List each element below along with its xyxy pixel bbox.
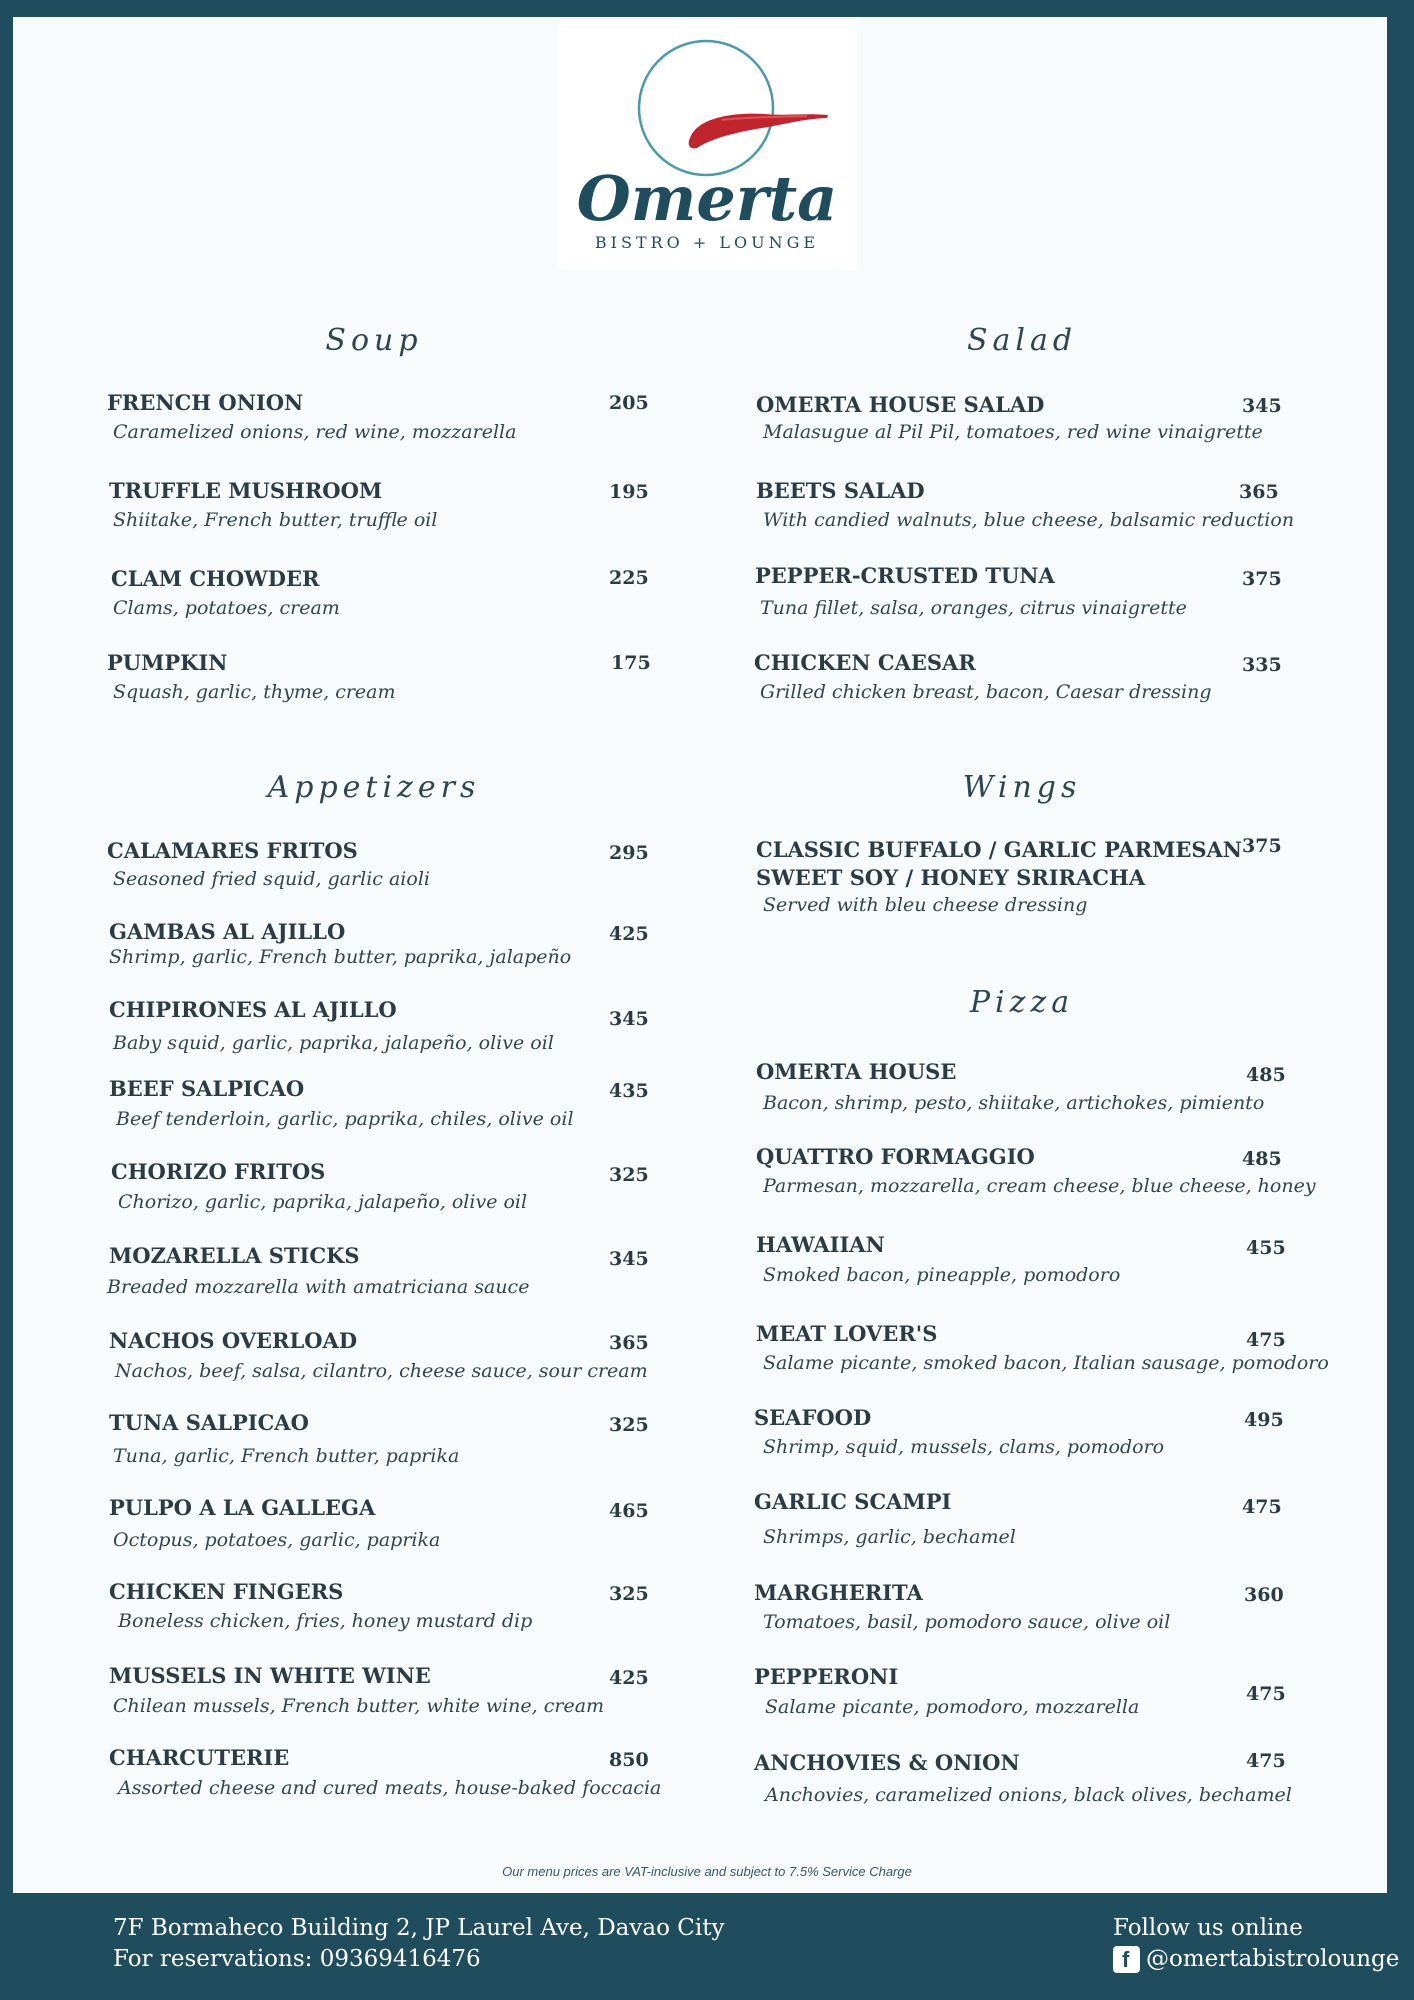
item-price: 375	[1242, 568, 1282, 590]
item-description: Octopus, potatoes, garlic, paprika	[113, 1529, 441, 1551]
item-description: Shrimp, squid, mussels, clams, pomodoro	[763, 1436, 1165, 1458]
item-description: Tuna fillet, salsa, oranges, citrus vinaigrette	[760, 597, 1187, 619]
item-name: CLASSIC BUFFALO / GARLIC PARMESAN	[756, 837, 1242, 862]
item-name: MARGHERITA	[754, 1580, 923, 1605]
item-name: QUATTRO FORMAGGIO	[756, 1144, 1035, 1169]
item-description: Clams, potatoes, cream	[113, 597, 340, 619]
item-description: Nachos, beef, salsa, cilantro, cheese sauce, sour cream	[115, 1360, 648, 1382]
item-name: PEPPERONI	[754, 1664, 899, 1689]
item-price: 295	[609, 842, 649, 864]
section-title-salad: Salad	[966, 323, 1078, 358]
item-description: Shrimp, garlic, French butter, paprika, jalapeño	[109, 946, 572, 968]
item-name: MUSSELS IN WHITE WINE	[109, 1663, 431, 1688]
item-price: 205	[609, 392, 649, 414]
item-name: CHICKEN CAESAR	[754, 650, 976, 675]
item-name: TUNA SALPICAO	[109, 1410, 309, 1435]
item-description: Tomatoes, basil, pomodoro sauce, olive oil	[763, 1611, 1171, 1633]
item-price: 435	[609, 1080, 649, 1102]
item-description: Beef tenderloin, garlic, paprika, chiles, olive oil	[116, 1108, 574, 1130]
section-title-appetizers: Appetizers	[267, 770, 481, 805]
item-price: 325	[609, 1164, 649, 1186]
item-price: 225	[609, 567, 649, 589]
social-handle-link[interactable]: @omertabistrolounge	[1146, 1946, 1400, 1972]
item-description: Seasoned fried squid, garlic aioli	[113, 868, 430, 890]
item-price: 425	[609, 1667, 649, 1689]
item-name: CHICKEN FINGERS	[109, 1579, 344, 1604]
item-name: ANCHOVIES & ONION	[754, 1750, 1020, 1775]
item-description: With candied walnuts, blue cheese, balsamic reduction	[763, 509, 1295, 531]
item-description: Shrimps, garlic, bechamel	[763, 1526, 1016, 1548]
item-price: 195	[609, 481, 649, 503]
item-description: Anchovies, caramelized onions, black olives, bechamel	[765, 1784, 1292, 1806]
item-price: 375	[1242, 835, 1282, 857]
item-description: Salame picante, smoked bacon, Italian sausage, pomodoro	[763, 1352, 1329, 1374]
item-price: 475	[1246, 1750, 1286, 1772]
item-price: 325	[609, 1414, 649, 1436]
item-price: 455	[1246, 1237, 1286, 1259]
item-description: Tuna, garlic, French butter, paprika	[113, 1445, 460, 1467]
item-description: Squash, garlic, thyme, cream	[113, 681, 396, 703]
item-name: OMERTA HOUSE	[756, 1059, 957, 1084]
footer-follow: Follow us online	[1113, 1915, 1303, 1941]
item-description: Chorizo, garlic, paprika, jalapeño, olive oil	[118, 1191, 528, 1213]
item-description: Breaded mozzarella with amatriciana sauce	[107, 1276, 530, 1298]
item-name: BEEF SALPICAO	[109, 1076, 305, 1101]
item-price: 485	[1246, 1064, 1286, 1086]
item-description: Baby squid, garlic, paprika, jalapeño, olive oil	[113, 1032, 554, 1054]
item-price: 850	[609, 1749, 649, 1771]
item-price: 425	[609, 923, 649, 945]
item-description: Parmesan, mozzarella, cream cheese, blue cheese, honey	[763, 1175, 1316, 1197]
item-name: CHORIZO FRITOS	[111, 1159, 326, 1184]
item-description: Salame picante, pomodoro, mozzarella	[765, 1696, 1140, 1718]
item-name: GAMBAS AL AJILLO	[109, 919, 346, 944]
item-description: Bacon, shrimp, pesto, shiitake, artichokes, pimiento	[763, 1092, 1265, 1114]
item-price: 345	[609, 1248, 649, 1270]
item-price: 475	[1246, 1683, 1286, 1705]
logo-tagline: BISTRO + LOUNGE	[594, 233, 820, 252]
item-price: 495	[1244, 1409, 1284, 1431]
footer-address: 7F Bormaheco Building 2, JP Laurel Ave, Davao City	[113, 1915, 725, 1941]
logo-wordmark: Omerta	[576, 162, 838, 235]
item-name: MEAT LOVER'S	[756, 1321, 938, 1346]
item-description: Assorted cheese and cured meats, house-baked foccacia	[118, 1777, 662, 1799]
item-price: 475	[1246, 1329, 1286, 1351]
item-description: Boneless chicken, fries, honey mustard dip	[118, 1610, 533, 1632]
section-title-wings: Wings	[962, 770, 1082, 805]
item-price: 465	[609, 1500, 649, 1522]
item-name: SEAFOOD	[754, 1405, 872, 1430]
item-name: GARLIC SCAMPI	[754, 1489, 952, 1514]
item-price: 325	[609, 1583, 649, 1605]
item-name: PUMPKIN	[107, 650, 228, 675]
item-price: 475	[1242, 1496, 1282, 1518]
item-price: 360	[1244, 1584, 1284, 1606]
item-price: 345	[609, 1008, 649, 1030]
item-description: Grilled chicken breast, bacon, Caesar dressing	[760, 681, 1212, 703]
item-name: CHIPIRONES AL AJILLO	[109, 997, 397, 1022]
item-description: Malasugue al Pil Pil, tomatoes, red wine vinaigrette	[763, 421, 1263, 443]
item-name-continued: SWEET SOY / HONEY SRIRACHA	[756, 865, 1146, 890]
item-name: PULPO A LA GALLEGA	[109, 1495, 376, 1520]
item-name: FRENCH ONION	[107, 390, 304, 415]
item-description: Served with bleu cheese dressing	[763, 894, 1088, 916]
item-name: BEETS SALAD	[756, 478, 925, 503]
section-title-soup: Soup	[325, 323, 423, 358]
item-price: 365	[1239, 481, 1279, 503]
item-description: Caramelized onions, red wine, mozzarella	[113, 421, 517, 443]
item-name: MOZARELLA STICKS	[109, 1243, 360, 1268]
item-name: HAWAIIAN	[756, 1232, 885, 1257]
item-price: 365	[609, 1332, 649, 1354]
item-name: CHARCUTERIE	[109, 1745, 290, 1770]
item-name: NACHOS OVERLOAD	[109, 1328, 358, 1353]
item-description: Shiitake, French butter, truffle oil	[113, 509, 438, 531]
item-price: 485	[1242, 1148, 1282, 1170]
item-name: CALAMARES FRITOS	[107, 838, 358, 863]
service-charge-note: Our menu prices are VAT-inclusive and subject to 7.5% Service Charge	[502, 1864, 912, 1879]
restaurant-logo	[557, 20, 857, 270]
item-description: Chilean mussels, French butter, white wine, cream	[113, 1695, 605, 1717]
footer-reservations: For reservations: 09369416476	[113, 1946, 481, 1972]
item-name: CLAM CHOWDER	[111, 566, 320, 591]
item-name: OMERTA HOUSE SALAD	[756, 392, 1045, 417]
item-price: 335	[1242, 654, 1282, 676]
facebook-icon[interactable]: f	[1113, 1946, 1140, 1973]
item-price: 345	[1242, 395, 1282, 417]
item-price: 175	[611, 652, 651, 674]
section-title-pizza: Pizza	[969, 985, 1075, 1020]
item-name: PEPPER-CRUSTED TUNA	[755, 563, 1055, 588]
item-description: Smoked bacon, pineapple, pomodoro	[763, 1264, 1121, 1286]
item-name: TRUFFLE MUSHROOM	[109, 478, 383, 503]
